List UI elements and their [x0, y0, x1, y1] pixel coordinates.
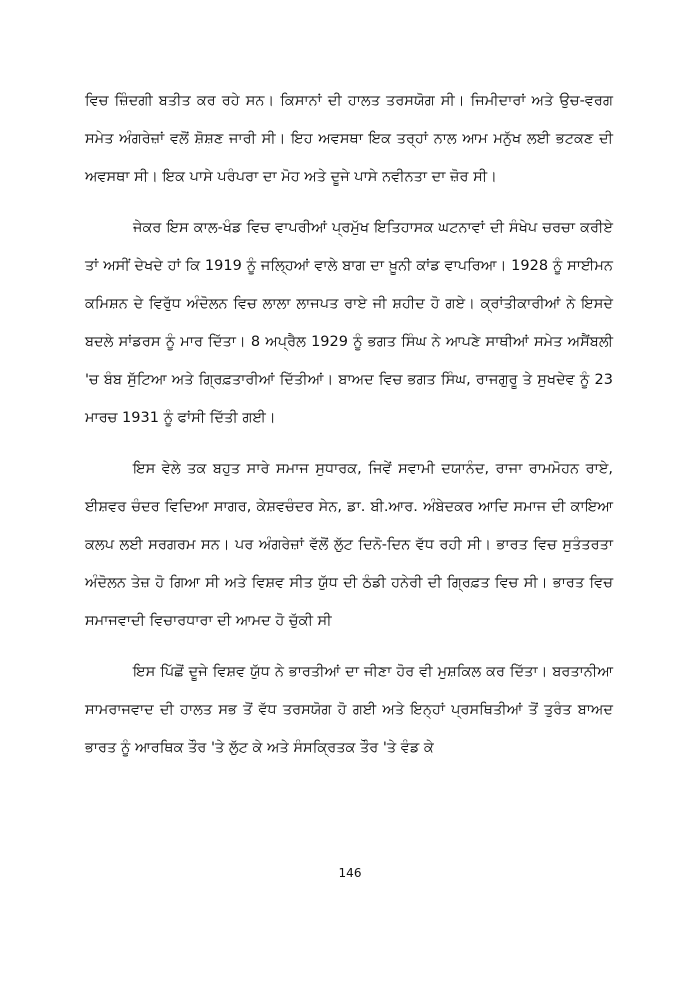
paragraph-4: ਇਸ ਪਿੱਛੋਂ ਦੂਜੇ ਵਿਸ਼ਵ ਯੁੱਧ ਨੇ ਭਾਰਤੀਆਂ ਦਾ ਜੀਣਾ ਹੋਰ ਵੀ ਮੁਸ਼ਕਿਲ ਕਰ ਦਿੱਤਾ। ਬਰਤਾਨੀਆ ਸਾਮਰਾਜਵਾਦ ਦੀ ਹਾਲਤ ਸਭ ਤੋਂ ਵੱਧ ਤਰਸਯੋਗ ਹੋ ਗਈ ਅਤੇ ਇਨ੍ਹਾਂ ਪ੍ਰਸਥਿਤੀਆਂ ਤੋਂ ਤੁਰੰਤ ਬਾਅਦ ਭਾਰਤ ਨੂੰ ਆਰਥਿਕ ਤੌਰ 'ਤੇ ਲੁੱਟ ਕੇ ਅਤੇ ਸੰਸਕ੍ਰਿਤਕ ਤੌਰ 'ਤੇ ਵੰਡ ਕੇ [85, 664, 613, 756]
page-number: 146 [338, 866, 362, 880]
body-text [85, 82, 613, 780]
paragraph-3: ਇਸ ਵੇਲੇ ਤਕ ਬਹੁਤ ਸਾਰੇ ਸਮਾਜ ਸੁਧਾਰਕ, ਜਿਵੇਂ ਸਵਾਮੀ ਦਯਾਨੰਦ, ਰਾਜਾ ਰਾਮਮੋਹਨ ਰਾਏ, ਈਸ਼ਵਰ ਚੰਦਰ ਵਿਦਿਆ ਸਾਗਰ, ਕੇਸ਼ਵਚੰਦਰ ਸੇਨ, ਡਾ. ਬੀ.ਆਰ. ਅੰਬੇਦਕਰ ਆਦਿ ਸਮਾਜ ਦੀ ਕਾਇਆ ਕਲਪ ਲਈ ਸਰਗਰਮ ਸਨ। ਪਰ ਅੰਗਰੇਜ਼ਾਂ ਵੱਲੋਂ ਲੁੱਟ ਦਿਨੋ-ਦਿਨ ਵੱਧ ਰਹੀ ਸੀ। ਭਾਰਤ ਵਿਚ ਸੁਤੰਤਰਤਾ ਅੰਦੋਲਨ ਤੇਜ਼ ਹੋ ਗਿਆ ਸੀ ਅਤੇ ਵਿਸ਼ਵ ਸੀਤ ਯੁੱਧ ਦੀ ਠੰਡੀ ਹਨੇਰੀ ਦੀ ਗ੍ਰਿਫ਼ਤ ਵਿਚ ਸੀ। ਭਾਰਤ ਵਿਚ ਸਮਾਜਵਾਦੀ ਵਿਚਾਰਧਾਰਾ ਦੀ ਆਮਦ ਹੋ ਚੁੱਕੀ ਸੀ [85, 461, 613, 629]
paragraph-1: ਵਿਚ ਜ਼ਿੰਦਗੀ ਬਤੀਤ ਕਰ ਰਹੇ ਸਨ। ਕਿਸਾਨਾਂ ਦੀ ਹਾਲਤ ਤਰਸਯੋਗ ਸੀ। ਜਿਮੀਦਾਰਾਂ ਅਤੇ ਉਚ-ਵਰਗ ਸਮੇਤ ਅੰਗਰੇਜ਼ਾਂ ਵਲੋਂ ਸ਼ੋਸ਼ਣ ਜਾਰੀ ਸੀ। ਇਹ ਅਵਸਥਾ ਇਕ ਤਰ੍ਹਾਂ ਨਾਲ ਆਮ ਮਨੁੱਖ ਲਈ ਭਟਕਣ ਦੀ ਅਵਸਥਾ ਸੀ। ਇਕ ਪਾਸੇ ਪਰੰਪਰਾ ਦਾ ਮੋਹ ਅਤੇ ਦੂਜੇ ਪਾਸੇ ਨਵੀਨਤਾ ਦਾ ਜ਼ੋਰ ਸੀ। [85, 93, 613, 185]
paragraph-2: ਜੇਕਰ ਇਸ ਕਾਲ-ਖੰਡ ਵਿਚ ਵਾਪਰੀਆਂ ਪ੍ਰਮੁੱਖ ਇਤਿਹਾਸਕ ਘਟਨਾਵਾਂ ਦੀ ਸੰਖੇਪ ਚਰਚਾ ਕਰੀਏ ਤਾਂ ਅਸੀਂ ਦੇਖਦੇ ਹਾਂ ਕਿ 1919 ਨੂੰ ਜਲ੍ਹਿਆਂ ਵਾਲੇ ਬਾਗ ਦਾ ਖ਼ੂਨੀ ਕਾਂਡ ਵਾਪਰਿਆ। 1928 ਨੂੰ ਸਾਈਮਨ ਕਮਿਸ਼ਨ ਦੇ ਵਿਰੁੱਧ ਅੰਦੋਲਨ ਵਿਚ ਲਾਲਾ ਲਾਜਪਤ ਰਾਏ ਜੀ ਸ਼ਹੀਦ ਹੋ ਗਏ। ਕ੍ਰਾਂਤੀਕਾਰੀਆਂ ਨੇ ਇਸਦੇ ਬਦਲੇ ਸਾਂਡਰਸ ਨੂੰ ਮਾਰ ਦਿੱਤਾ। 8 ਅਪ੍ਰੈਲ 1929 ਨੂੰ ਭਗਤ ਸਿੰਘ ਨੇ ਆਪਣੇ ਸਾਥੀਆਂ ਸਮੇਤ ਅਸੈਂਬਲੀ 'ਚ ਬੰਬ ਸੁੱਟਿਆ ਅਤੇ ਗ੍ਰਿਫ਼ਤਾਰੀਆਂ ਦਿੱਤੀਆਂ। ਬਾਅਦ ਵਿਚ ਭਗਤ ਸਿੰਘ, ਰਾਜਗੁਰੂ ਤੇ ਸੁਖਦੇਵ ਨੂੰ 23 ਮਾਰਚ 1931 ਨੂੰ ਫਾਂਸੀ ਦਿੱਤੀ ਗਈ। [85, 220, 613, 426]
